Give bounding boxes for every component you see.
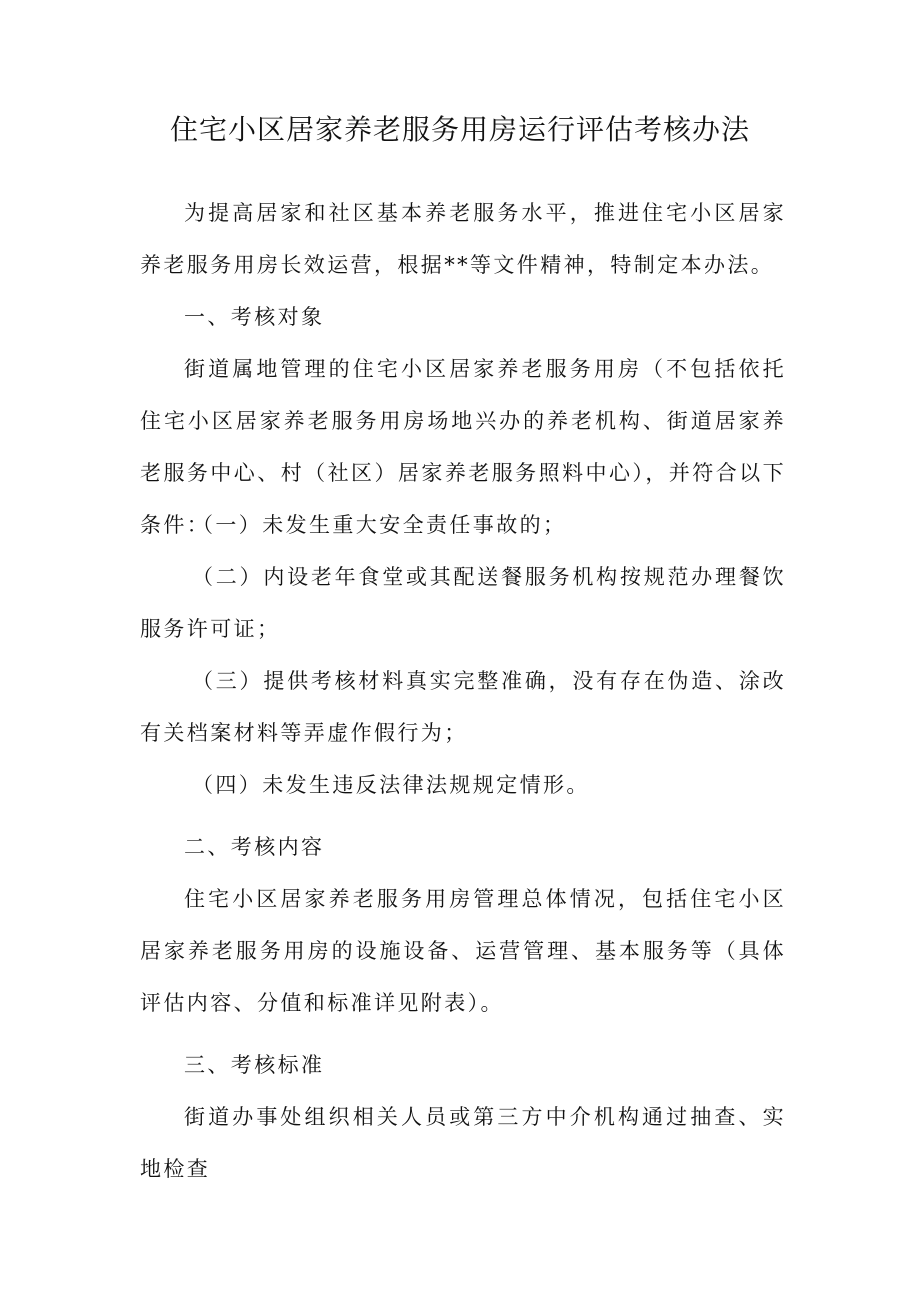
condition-item-3: （三）提供考核材料真实完整准确，没有存在伪造、涂改有关档案材料等弄虚作假行为； <box>140 669 786 745</box>
intro-paragraph: 为提高居家和社区基本养老服务水平，推进住宅小区居家养老服务用房长效运营，根据**等文件精神，特制定本办法。 <box>140 201 786 277</box>
section-1-heading: 一、考核对象 <box>184 305 325 329</box>
section-1-body: 街道属地管理的住宅小区居家养老服务用房（不包括依托住宅小区居家养老服务用房场地兴办的养老机构、街道居家养老服务中心、村（社区）居家养老服务照料中心），并符合以下条件： <box>140 357 786 537</box>
section-2-heading: 二、考核内容 <box>184 835 325 859</box>
condition-item-4: （四）未发生违反法律法规规定情形。 <box>192 773 590 797</box>
section-3-body: 街道办事处组织相关人员或第三方中介机构通过抽查、实地检查 <box>140 1105 786 1181</box>
section-3-heading: 三、考核标准 <box>184 1053 325 1077</box>
document-title: 住宅小区居家养老服务用房运行评估考核办法 <box>169 113 750 146</box>
condition-item-1: （一）未发生重大安全责任事故的； <box>192 513 567 537</box>
section-2-body: 住宅小区居家养老服务用房管理总体情况，包括住宅小区居家养老服务用房的设施设备、运营管理、基本服务等（具体评估内容、分值和标准详见附表）。 <box>140 887 786 1015</box>
condition-item-2: （二）内设老年食堂或其配送餐服务机构按规范办理餐饮服务许可证； <box>140 565 786 641</box>
